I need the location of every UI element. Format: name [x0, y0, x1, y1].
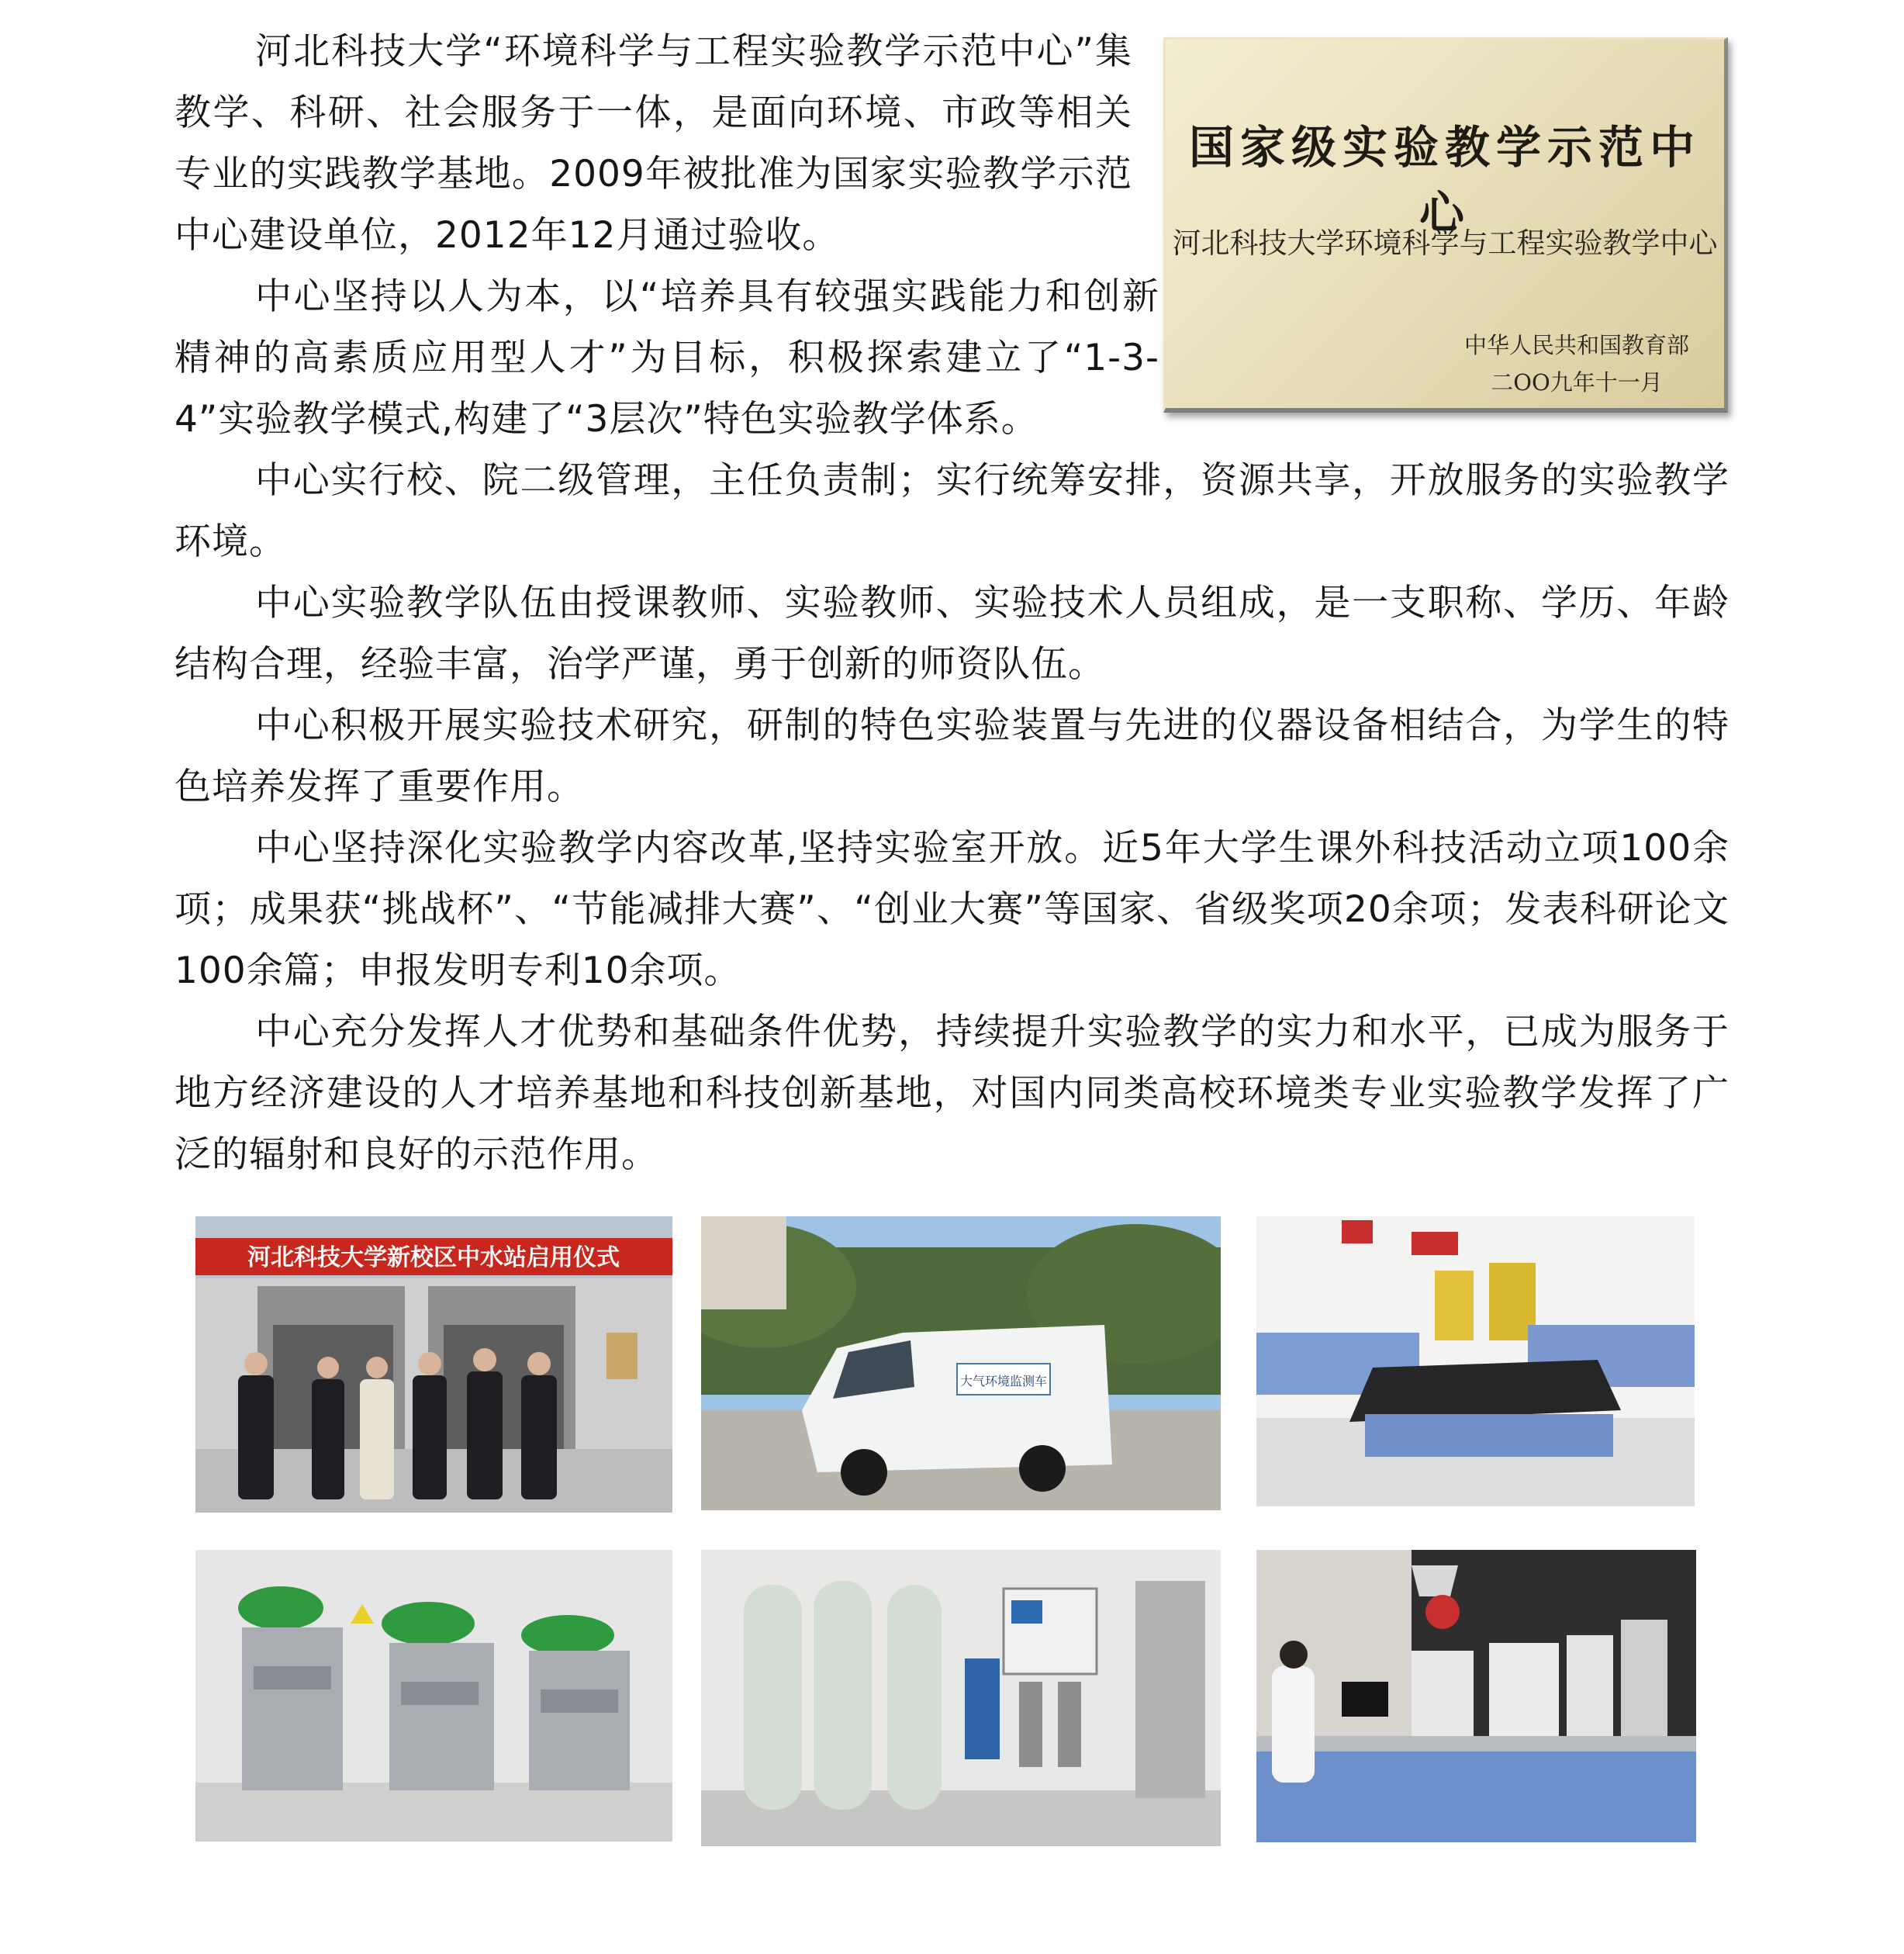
faculty-paragraph: 中心实验教学队伍由授课教师、实验教师、实验技术人员组成，是一支职称、学历、年龄结构合理，经验丰富，治学严谨，勇于创新的师资队伍。 — [175, 582, 1729, 686]
plaque-title: 国家级实验教学示范中心 — [1188, 121, 1701, 239]
reform-paragraph: 中心坚持深化实验教学内容改革,坚持实验室开放。近5年大学生课外科技活动立项100余项；成果获“挑战杯”、“节能减排大赛”、“创业大赛”等国家、省级奖项20余项；发表科研论文100余篇；申报发明专利10余项。 — [175, 827, 1729, 992]
plaque-issuer: 中华人民共和国教育部 — [1463, 332, 1689, 358]
instrument-lab-photo — [1256, 1550, 1696, 1842]
ceremony-photo — [195, 1216, 672, 1513]
monitoring-van-photo — [701, 1216, 1221, 1510]
management-paragraph: 中心实行校、院二级管理，主任负责制；实行统筹安排，资源共享，开放服务的实验教学环境。 — [175, 459, 1729, 563]
plaque-subtitle: 河北科技大学环境科学与工程实验教学中心 — [1172, 227, 1718, 260]
laboratory-room-photo — [1256, 1216, 1695, 1506]
mission-paragraph: 中心坚持以人为本，以“培养具有较强实践能力和创新精神的高素质应用型人才”为目标，积极探索建立了“1-3-4”实验教学模式,构建了“3层次”特色实验教学体系。 — [175, 275, 1159, 441]
achievement-paragraph: 中心充分发挥人才优势和基础条件优势，持续提升实验教学的实力和水平，已成为服务于地方经济建设的人才培养基地和科技创新基地，对国内同类高校环境类专业实验教学发挥了广泛的辐射和良好的示范作用。 — [175, 1011, 1729, 1176]
banner-text: 河北科技大学新校区中水站启用仪式 — [247, 1244, 620, 1271]
plaque-date: 二OO九年十一月 — [1491, 369, 1663, 396]
reactor-equipment-photo — [195, 1550, 672, 1842]
van-label: 大气环境监测车 — [959, 1374, 1048, 1389]
research-paragraph: 中心积极开展实验技术研究，研制的特色实验装置与先进的仪器设备相结合，为学生的特色培养发挥了重要作用。 — [175, 704, 1729, 808]
award-plaque — [1163, 37, 1728, 413]
water-treatment-photo — [701, 1550, 1221, 1846]
intro-paragraph: 河北科技大学“环境科学与工程实验教学示范中心”集教学、科研、社会服务于一体，是面向环境、市政等相关专业的实践教学基地。2009年被批准为国家实验教学示范中心建设单位，2012年12月通过验收。 — [175, 30, 1132, 257]
